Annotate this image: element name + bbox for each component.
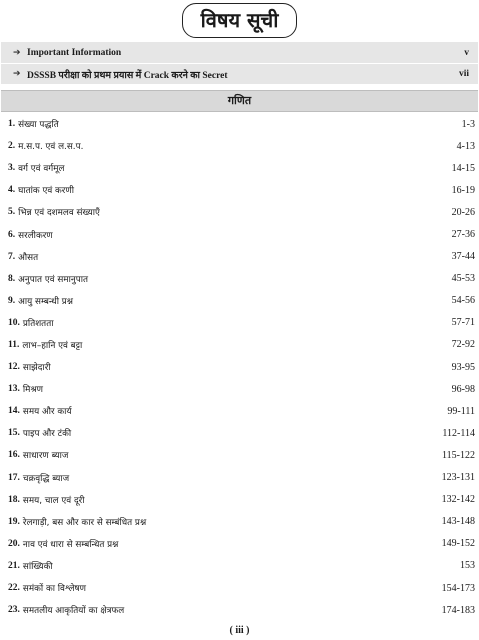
toc-entry-number: 22. bbox=[8, 583, 20, 594]
toc-entry[interactable] bbox=[8, 290, 475, 312]
toc-entry[interactable] bbox=[8, 400, 475, 422]
toc-entry-pages: 20-26 bbox=[451, 206, 475, 218]
toc-entry-title: समय और कार्य bbox=[22, 407, 72, 418]
toc-entry-title: प्रतिशतता bbox=[22, 318, 54, 329]
toc-entry-title: म.स.प. एवं ल.स.प. bbox=[18, 142, 84, 153]
toc-entry[interactable] bbox=[8, 511, 475, 533]
toc-entry-pages: 1-3 bbox=[461, 118, 475, 130]
toc-entry-number: 2. bbox=[8, 141, 16, 152]
toc-entry-pages: 72-92 bbox=[451, 339, 475, 351]
toc-entry-pages: 57-71 bbox=[451, 317, 475, 329]
toc-entry-pages: 54-56 bbox=[451, 295, 475, 307]
toc-entry[interactable] bbox=[8, 246, 475, 268]
toc-entry-title: साझेदारी bbox=[22, 363, 51, 374]
toc-entry-title: नाव एवं धारा से सम्बन्धित प्रश्न bbox=[22, 539, 119, 550]
toc-entry[interactable] bbox=[8, 489, 475, 511]
toc-entry-title: पाइप और टंकी bbox=[22, 429, 72, 440]
toc-entry-pages: 132-142 bbox=[441, 494, 475, 506]
toc-entry-pages: 37-44 bbox=[451, 251, 475, 263]
toc-entry[interactable] bbox=[8, 356, 475, 378]
toc-entry[interactable] bbox=[8, 312, 475, 334]
toc-entry[interactable] bbox=[8, 599, 475, 621]
info-page: v bbox=[464, 47, 469, 58]
toc-entry-pages: 93-95 bbox=[451, 361, 475, 373]
toc-entry-title: सांख्यिकी bbox=[22, 561, 53, 572]
toc-entry-title: समय, चाल एवं दूरी bbox=[22, 495, 85, 506]
info-row-secret[interactable] bbox=[1, 63, 478, 84]
toc-entry[interactable] bbox=[8, 334, 475, 356]
toc-entry-pages: 115-122 bbox=[442, 449, 475, 461]
toc-entry[interactable] bbox=[8, 201, 475, 223]
toc-entry-number: 9. bbox=[8, 295, 16, 306]
toc-entry-number: 21. bbox=[8, 560, 20, 571]
toc-entry[interactable] bbox=[8, 378, 475, 400]
toc-entry-number: 14. bbox=[8, 406, 20, 417]
toc-entry-title: साधारण ब्याज bbox=[22, 451, 69, 462]
section-heading: गणित bbox=[1, 90, 478, 112]
toc-entry-title: लाभ–हानि एवं बट्टा bbox=[22, 340, 83, 351]
toc-entry[interactable] bbox=[8, 135, 475, 157]
toc-entry-number: 12. bbox=[8, 362, 20, 373]
toc-entry-title: भिन्न एवं दशमलव संख्याएँ bbox=[18, 208, 100, 219]
toc-entry-number: 19. bbox=[8, 516, 20, 527]
toc-entry-pages: 96-98 bbox=[451, 383, 475, 395]
toc-entry[interactable] bbox=[8, 268, 475, 290]
toc-entry-pages: 154-173 bbox=[441, 582, 475, 594]
toc-entry-number: 7. bbox=[8, 251, 16, 262]
toc-entry-number: 16. bbox=[8, 450, 20, 461]
arrow-right-icon: ➔ bbox=[13, 47, 21, 58]
toc-entry-title: संख्या पद्धति bbox=[18, 120, 59, 131]
toc-entry-pages: 143-148 bbox=[441, 516, 475, 528]
toc-entry-pages: 112-114 bbox=[442, 427, 475, 439]
toc-entry-pages: 14-15 bbox=[451, 162, 475, 174]
toc-entry-pages: 149-152 bbox=[441, 538, 475, 550]
toc-entry[interactable] bbox=[8, 223, 475, 245]
info-page: vii bbox=[458, 69, 469, 79]
toc-entry-number: 13. bbox=[8, 384, 20, 395]
toc-entry-number: 8. bbox=[8, 273, 16, 284]
toc-entry-pages: 27-36 bbox=[451, 229, 475, 241]
toc-entry[interactable] bbox=[8, 577, 475, 599]
toc-entry-title: मिश्रण bbox=[22, 385, 44, 396]
toc-entry[interactable] bbox=[8, 555, 475, 577]
toc-entry-title: आयु सम्बन्धी प्रश्न bbox=[18, 296, 74, 307]
toc-entry-number: 18. bbox=[8, 494, 20, 505]
toc-entry-number: 20. bbox=[8, 538, 20, 549]
toc-entry-title: सरलीकरण bbox=[18, 230, 53, 241]
toc-entry[interactable] bbox=[8, 157, 475, 179]
info-block bbox=[1, 42, 478, 84]
toc-entry[interactable] bbox=[8, 179, 475, 201]
toc-entry-title: रेलगाड़ी, बस और कार से सम्बंधित प्रश्न bbox=[22, 517, 147, 528]
toc-entry-pages: 45-53 bbox=[451, 273, 475, 285]
toc-entry-pages: 153 bbox=[460, 560, 475, 572]
toc-entry-title: औसत bbox=[18, 252, 39, 263]
toc-entry[interactable] bbox=[8, 533, 475, 555]
toc-entry-number: 10. bbox=[8, 317, 20, 328]
toc-entry-number: 23. bbox=[8, 605, 20, 616]
toc-entry-number: 3. bbox=[8, 163, 16, 174]
toc-entry-title: समतलीय आकृतियों का क्षेत्रफल bbox=[22, 606, 125, 617]
toc-entry-number: 5. bbox=[8, 207, 16, 218]
toc-entry-title: घातांक एवं करणी bbox=[18, 186, 75, 197]
arrow-right-icon: ➔ bbox=[13, 69, 21, 79]
toc-list bbox=[8, 113, 475, 621]
toc-entry-number: 4. bbox=[8, 185, 16, 196]
toc-entry-number: 15. bbox=[8, 428, 20, 439]
page-number: ( iii ) bbox=[229, 625, 250, 636]
toc-entry-number: 11. bbox=[8, 339, 20, 350]
info-label: Important Information bbox=[27, 47, 122, 58]
toc-entry-title: अनुपात एवं समानुपात bbox=[18, 274, 89, 285]
toc-entry-title: चक्रवृद्धि ब्याज bbox=[22, 473, 70, 484]
info-label: DSSSB परीक्षा को प्रथम प्रयास में Crack करने का Secret bbox=[27, 70, 228, 81]
toc-entry-title: वर्ग एवं वर्गमूल bbox=[18, 164, 65, 175]
toc-entry[interactable] bbox=[8, 113, 475, 135]
toc-entry[interactable] bbox=[8, 422, 475, 444]
page-title-wrap bbox=[0, 3, 479, 38]
toc-entry-pages: 99-111 bbox=[447, 405, 475, 417]
toc-entry[interactable] bbox=[8, 467, 475, 489]
toc-entry-pages: 16-19 bbox=[451, 184, 475, 196]
toc-entry-number: 17. bbox=[8, 472, 20, 483]
page-title: विषय सूची bbox=[182, 3, 298, 38]
toc-entry-pages: 4-13 bbox=[456, 140, 475, 152]
info-row-important[interactable] bbox=[1, 42, 478, 63]
toc-entry-pages: 174-183 bbox=[441, 604, 475, 616]
toc-entry-number: 1. bbox=[8, 119, 16, 130]
toc-entry-title: समंकों का विश्लेषण bbox=[22, 584, 86, 595]
toc-entry-pages: 123-131 bbox=[441, 472, 475, 484]
toc-entry[interactable] bbox=[8, 444, 475, 466]
toc-entry-number: 6. bbox=[8, 229, 16, 240]
